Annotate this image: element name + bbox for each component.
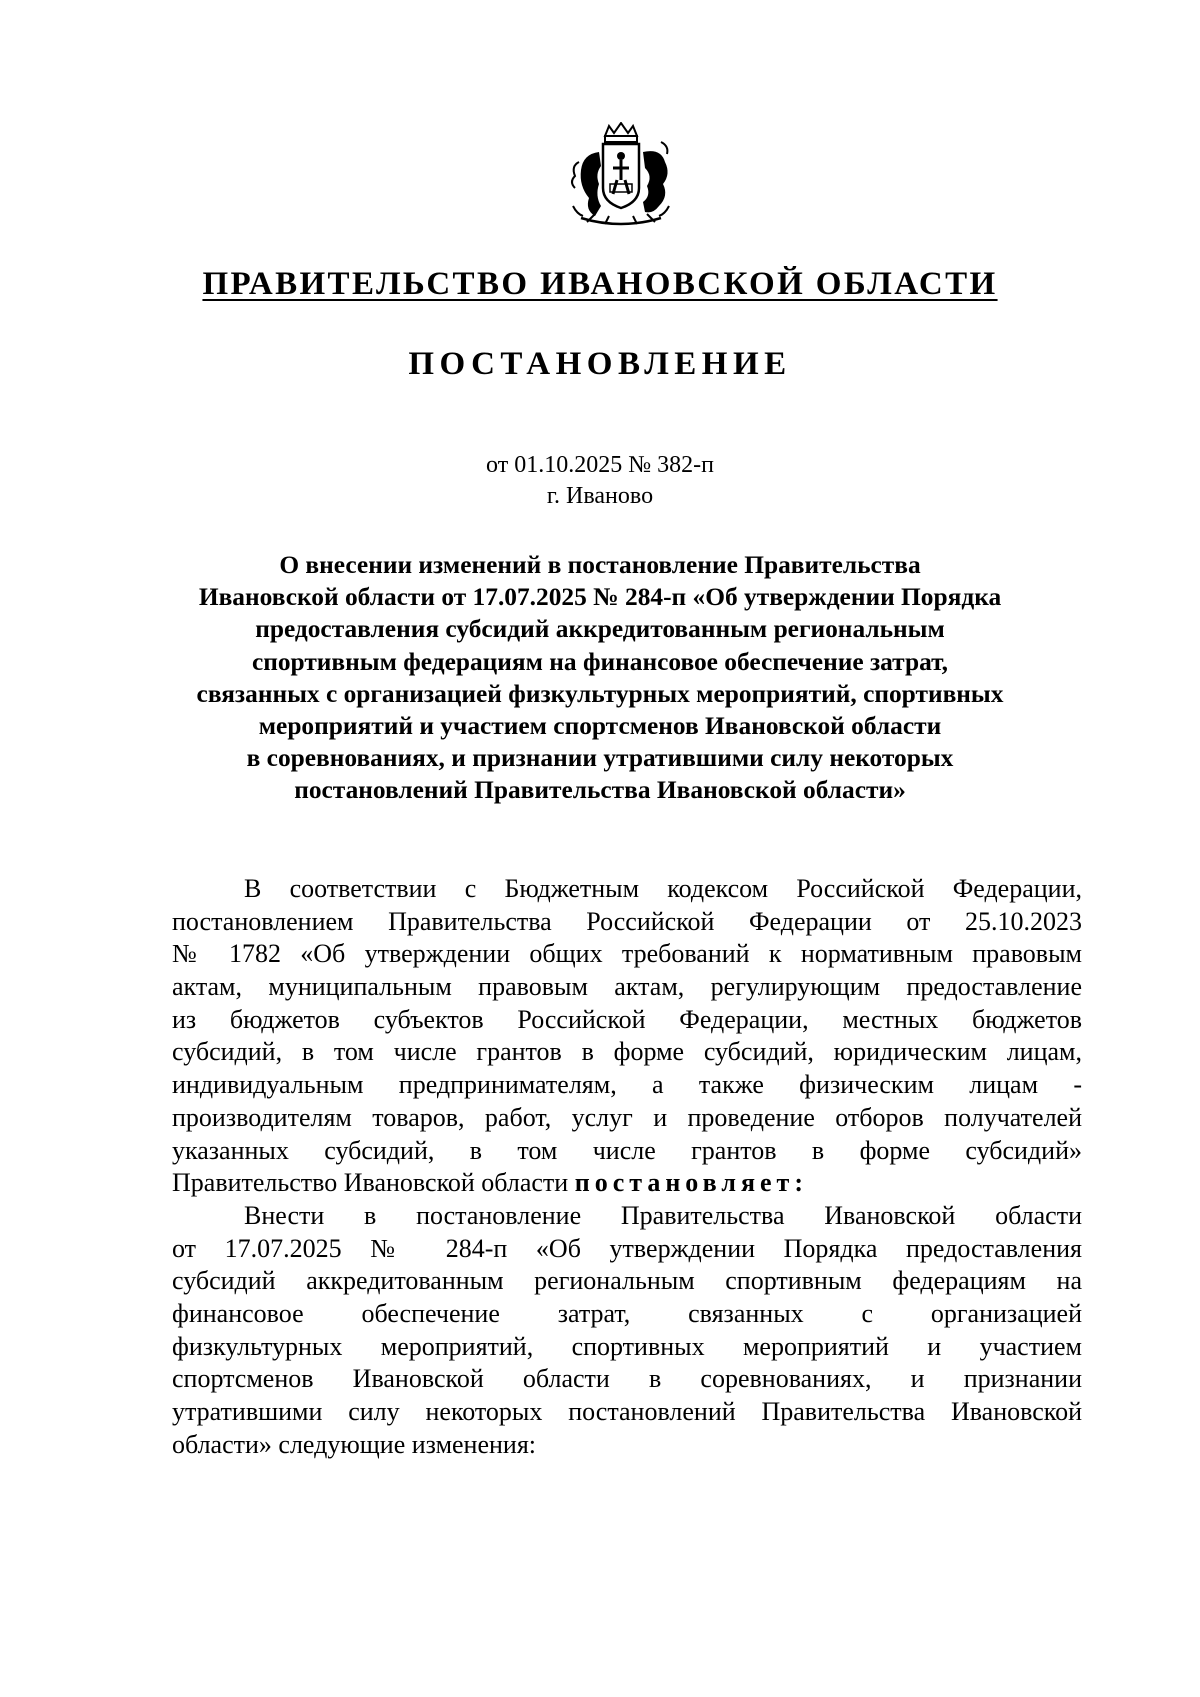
body-line: от 17.07.2025 № 284-п «Об утверждении Порядка предоставления xyxy=(172,1233,1082,1263)
subject-line: постановлений Правительства Ивановской области» xyxy=(294,776,906,805)
resolution-verb: постановляет: xyxy=(574,1168,808,1198)
resolution-prefix: Правительство Ивановской области xyxy=(172,1168,569,1198)
subject-line: О внесении изменений в постановление Правительства xyxy=(279,551,921,579)
document-meta xyxy=(0,450,1200,512)
body-line: постановлением Правительства Российской Федерации от 25.10.2023 xyxy=(172,906,1082,936)
body-line: актам, муниципальным правовым актам, регулирующим предоставление xyxy=(172,972,1082,1002)
subject-line: в соревнованиях, и признании утратившими силу некоторых xyxy=(246,744,954,773)
body-line: Внести в постановление Правительства Ивановской области xyxy=(244,1200,1082,1230)
subject-line: мероприятий и участием спортсменов Ивановской области xyxy=(258,712,942,741)
document-body xyxy=(172,873,1082,1461)
body-line: производителям товаров, работ, услуг и проведение отборов получателей xyxy=(172,1102,1082,1132)
subject-line: Ивановской области от 17.07.2025 № 284-п «Об утверждении Порядка xyxy=(198,583,1002,612)
body-line: финансовое обеспечение затрат, связанных с организацией xyxy=(172,1298,1082,1328)
document-type: ПОСТАНОВЛЕНИЕ xyxy=(408,346,792,382)
body-line: области» следующие изменения: xyxy=(172,1429,537,1459)
body-line: № 1782 «Об утверждении общих требований к нормативным правовым xyxy=(172,939,1082,969)
government-title xyxy=(0,264,1200,304)
body-line: физкультурных мероприятий, спортивных мероприятий и участием xyxy=(172,1331,1082,1361)
body-line: субсидий аккредитованным региональным спортивным федерациям на xyxy=(172,1266,1082,1296)
city: г. Иваново xyxy=(546,483,654,509)
date-number: от 01.10.2025 № 382-п xyxy=(486,452,714,478)
subject-line: связанных с организацией физкультурных мероприятий, спортивных xyxy=(196,679,1004,708)
subject-line: предоставления субсидий аккредитованным региональным xyxy=(255,615,945,644)
coat-of-arms-icon xyxy=(565,122,677,232)
body-line: субсидий, в том числе грантов в форме субсидий, юридическим лицам, xyxy=(172,1037,1082,1067)
body-line: индивидуальным предпринимателям, а также физическим лицам - xyxy=(172,1070,1082,1100)
body-line: спортсменов Ивановской области в соревнованиях, и признании xyxy=(172,1364,1082,1394)
resolution-line xyxy=(172,1167,1082,1200)
body-line: утратившими силу некоторых постановлений Правительства Ивановской xyxy=(172,1397,1082,1426)
government-title-text: ПРАВИТЕЛЬСТВО ИВАНОВСКОЙ ОБЛАСТИ xyxy=(202,266,998,302)
document-subject xyxy=(165,549,1035,807)
body-line: из бюджетов субъектов Российской Федерации, местных бюджетов xyxy=(172,1004,1082,1034)
subject-line: спортивным федерациям на финансовое обеспечение затрат, xyxy=(251,647,949,676)
body-line: указанных субсидий, в том числе грантов в форме субсидий» xyxy=(172,1135,1082,1165)
body-line: В соответствии с Бюджетным кодексом Российской Федерации, xyxy=(244,874,1082,903)
